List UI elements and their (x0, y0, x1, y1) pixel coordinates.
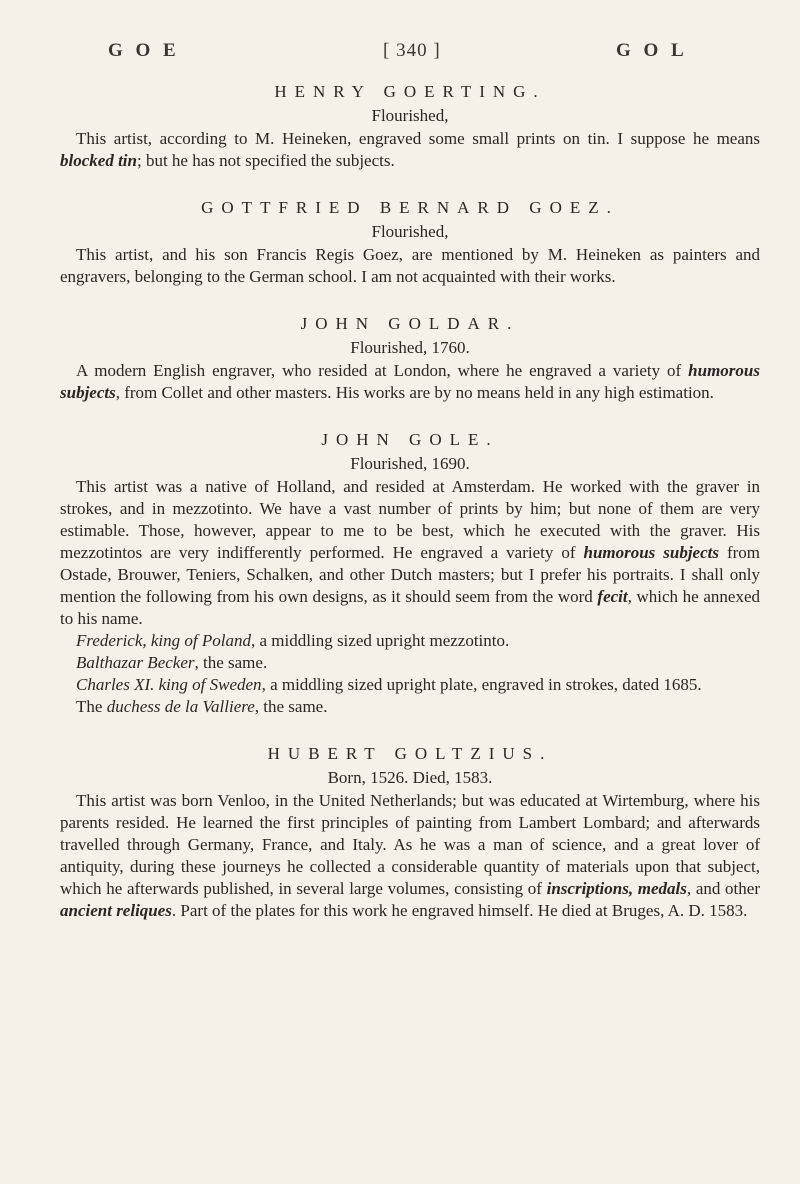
running-head (0, 40, 800, 70)
entry-name: JOHN GOLDAR. (300, 314, 520, 333)
entry-henry-goerting (60, 80, 760, 172)
entry-dates: Flourished, 1690. (350, 454, 470, 473)
entry-name: HUBERT GOLTZIUS. (267, 744, 553, 763)
entry-name: HENRY GOERTING. (274, 82, 546, 101)
running-head-left: G O E (108, 40, 180, 61)
entry-dates: Flourished, (371, 222, 449, 241)
entry-name: JOHN GOLE. (321, 430, 499, 449)
entry-text: This artist was born Venloo, in the United Netherlands; but was educated at Wirtemburg, where his parents resided. He learned the first principles of painting from Lambert Lombard; and afterwards travelled through Germany, France, and Italy. As he was a man of science, and a great lover of antiquity, during these journeys he collected a considerable quantity of materials upon that subject, which he afterwards published, in several large volumes, consisting of inscriptions, medals, and other ancient reliques. Part of the plates for this work he engraved himself. He died at Bruges, A. D. 1583. (60, 791, 760, 920)
entry-text: This artist, and his son Francis Regis Goez, are mentioned by M. Heineken as painters and engravers, belonging to the German school. I am not acquainted with their works. (60, 245, 760, 286)
work-item: Frederick, king of Poland, a middling sized upright mezzotinto. (76, 631, 510, 650)
entry-john-gole (60, 428, 760, 718)
entry-hubert-goltzius (60, 742, 760, 922)
entry-dates: Flourished, (371, 106, 449, 125)
work-item: Balthazar Becker, the same. (76, 653, 268, 672)
work-item: Charles XI. king of Sweden, a middling sized upright plate, engraved in strokes, dated 1685. (76, 675, 702, 694)
running-head-right: G O L (616, 40, 688, 61)
entry-john-goldar (60, 312, 760, 404)
entry-text: This artist, according to M. Heineken, engraved some small prints on tin. I suppose he means blocked tin; but he has not specified the subjects. (60, 129, 760, 170)
page-content (60, 80, 760, 922)
work-item: The duchess de la Valliere, the same. (76, 697, 328, 716)
entry-gottfried-bernard-goez (60, 196, 760, 288)
entry-name: GOTTFRIED BERNARD GOEZ. (201, 198, 619, 217)
page-number: [ 340 ] (383, 40, 441, 61)
entry-text: This artist was a native of Holland, and resided at Amsterdam. He worked with the graver in strokes, and in mezzotinto. We have a vast number of prints by him; but none of them are very estimable. Those, however, appear to me to be best, which he executed with the graver. His mezzotintos are very indifferently performed. He engraved a variety of humorous subjects from Ostade, Brouwer, Teniers, Schalken, and other Dutch masters; but I prefer his portraits. I shall only mention the following from his own designs, as it should seem from the word fecit, which he annexed to his name. (60, 477, 761, 628)
entry-text: A modern English engraver, who resided at London, where he engraved a variety of humorous subjects, from Collet and other masters. His works are by no means held in any high estimation. (60, 361, 760, 402)
entry-dates: Born, 1526. Died, 1583. (327, 768, 493, 787)
entry-dates: Flourished, 1760. (350, 338, 470, 357)
